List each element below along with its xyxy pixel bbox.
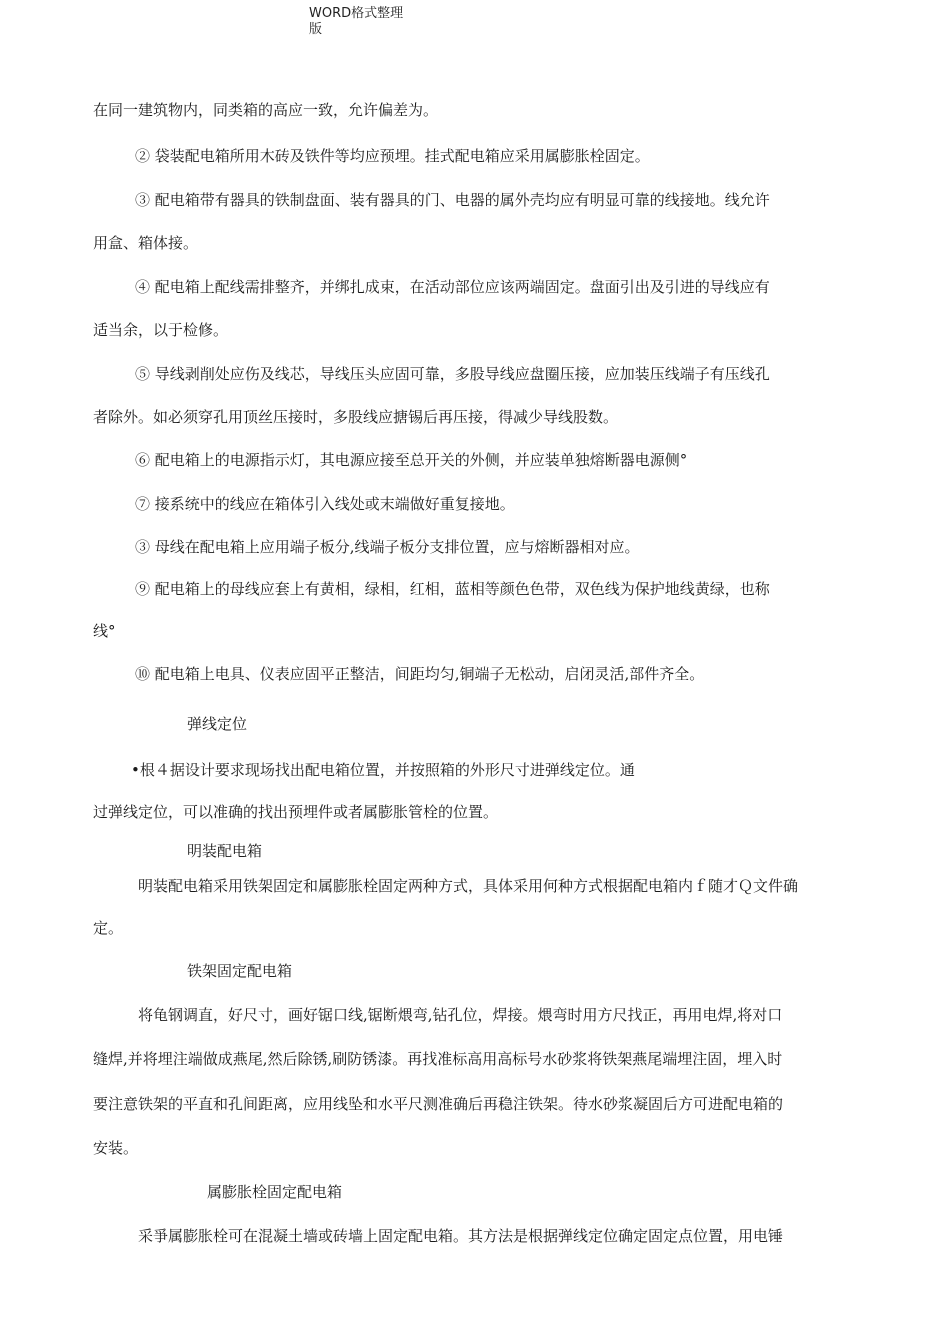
list-item-6: ⑥ 配电箱上的电源指示灯，其电源应接至总开关的外侧，并应装单独熔断器电源侧° xyxy=(135,451,688,469)
list-item-5: ⑤ 导线剥削处应伤及线芯，导线压头应固可靠，多股导线应盘圈压接，应加装压线端子有压线孔 xyxy=(135,365,770,383)
paragraph-line: 缝焊,并将埋注端做成燕尾,然后除锈,刷防锈漆。再找准标高用高标号水砂浆将铁架燕尾端埋注固，埋入时 xyxy=(93,1050,783,1068)
list-item-4: ④ 配电箱上配线需排整齐，并绑扎成束，在活动部位应该两端固定。盘面引出及引进的导线应有 xyxy=(135,278,770,296)
section-heading: 弹线定位 xyxy=(187,715,248,733)
paragraph-line: 安装。 xyxy=(93,1139,139,1157)
paragraph-line: •根４据设计要求现场找出配电箱位置，并按照箱的外形尺寸进弹线定位。通 xyxy=(131,761,635,779)
list-item-3-cont: 用盒、箱体接。 xyxy=(93,234,199,252)
list-item-3: ③ 配电箱带有器具的铁制盘面、装有器具的门、电器的属外壳均应有明显可靠的线接地。线允许 xyxy=(135,191,770,209)
list-item-5-cont: 者除外。如必须穿孔用顶丝压接时，多股线应搪锡后再压接，得减少导线股数。 xyxy=(93,408,619,426)
paragraph-line: 采爭属膨胀栓可在混凝土墙或砖墙上固定配电箱。其方法是根据弹线定位确定固定点位置，用电锤 xyxy=(138,1227,784,1245)
list-item-8: ③ 母线在配电箱上应用端子板分,线端子板分支排位置，应与熔断器相对应。 xyxy=(135,538,640,556)
page-header xyxy=(309,6,403,38)
section-heading: 明装配电箱 xyxy=(187,842,263,860)
paragraph-line: 要注意铁架的平直和孔间距离，应用线坠和水平尺测准确后再稳注铁架。待水砂浆凝固后方可进配电箱的 xyxy=(93,1095,784,1113)
section-heading: 属膨胀栓固定配电箱 xyxy=(207,1183,343,1201)
paragraph-line: 过弹线定位，可以准确的找出预埋件或者属膨胀管栓的位置。 xyxy=(93,803,499,821)
list-item-9: ⑨ 配电箱上的母线应套上有黄相，绿相，红相，蓝相等颜色色带，双色线为保护地线黄绿，也称 xyxy=(135,580,770,598)
header-title: WORD格式整理 xyxy=(309,6,404,21)
list-item-10: ⑩ 配电箱上电具、仪表应固平正整洁，间距均匀,铜端子无松动，启闭灵活,部件齐全。 xyxy=(135,665,705,683)
paragraph-line: 明装配电箱采用铁架固定和属膨胀栓固定两种方式，具体采用何种方式根据配电箱内ｆ随才Ｑ文件确 xyxy=(138,877,799,895)
paragraph-line: 定。 xyxy=(93,919,124,937)
list-item-4-cont: 适当余，以于检修。 xyxy=(93,321,229,339)
paragraph-line: 将龟钢调直，好尺寸，画好锯口线,锯断煨弯,钻孔位，焊接。煨弯时用方尺找正，再用电焊,将对口 xyxy=(138,1006,783,1024)
section-heading: 铁架固定配电箱 xyxy=(187,962,293,980)
paragraph-line: 在同一建筑物内，同类箱的高应一致，允许偏差为。 xyxy=(93,101,439,119)
list-item-7: ⑦ 接系统中的线应在箱体引入线处或末端做好重复接地。 xyxy=(135,495,515,513)
header-subtitle: 版 xyxy=(309,22,323,37)
list-item-2: ② 袋装配电箱所用木砖及铁件等均应预埋。挂式配电箱应采用属膨胀栓固定。 xyxy=(135,147,650,165)
list-item-9-cont: 线° xyxy=(93,622,116,640)
